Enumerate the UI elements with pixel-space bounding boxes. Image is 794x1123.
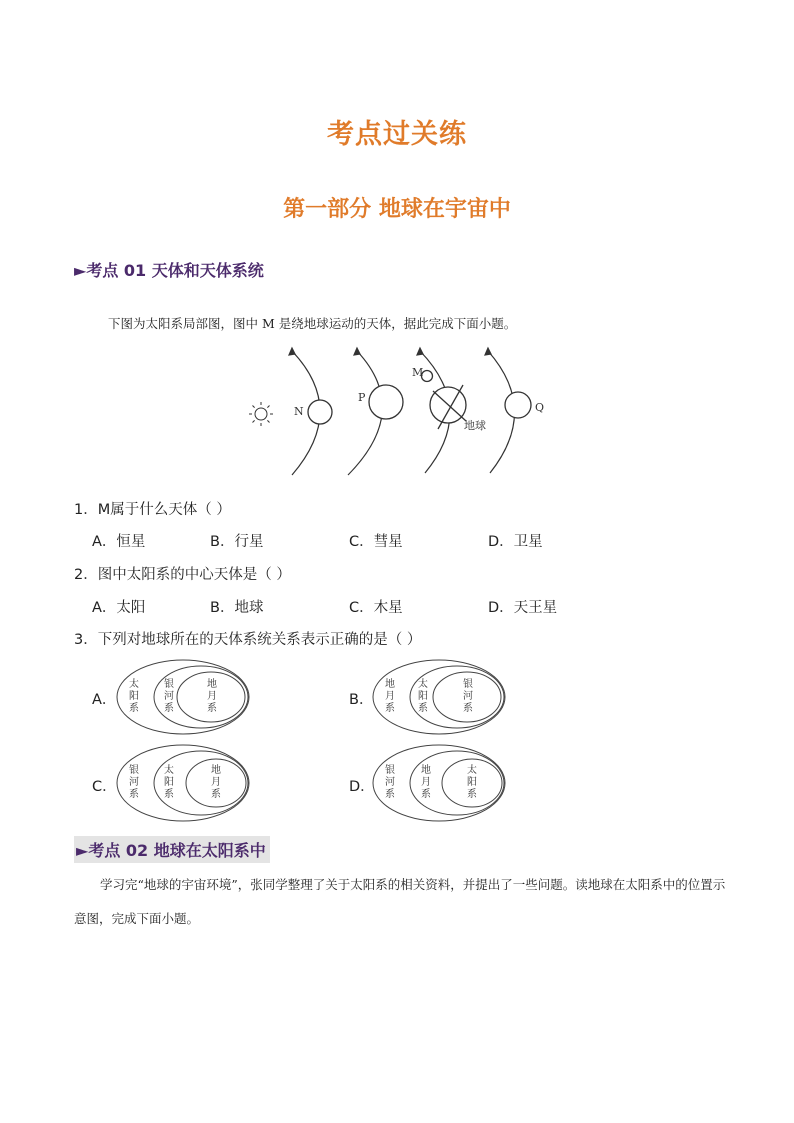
orbit-arrow-4 xyxy=(485,348,491,355)
d-inner-3: 系 xyxy=(467,789,477,800)
q3-option-a-diagram[interactable] xyxy=(114,657,252,737)
d-outer-2: 河 xyxy=(385,777,395,788)
b-inner-3: 系 xyxy=(463,703,473,714)
question-2: 2．图中太阳系的中心天体是（ ） xyxy=(74,567,291,583)
orbit-arrow-1 xyxy=(289,348,295,355)
intro-text-1: 下图为太阳系局部图，图中 M 是绕地球运动的天体，据此完成下面小题。 xyxy=(108,316,517,331)
section-marker-icon: ► xyxy=(76,841,89,860)
section-marker-icon: ► xyxy=(74,261,87,280)
d-inner-1: 太 xyxy=(467,765,477,776)
planet-n xyxy=(308,400,332,424)
d-outer-3: 系 xyxy=(385,789,395,800)
b-middle-1: 太 xyxy=(418,679,428,690)
c-inner-2: 月 xyxy=(211,777,221,788)
a-inner-3: 系 xyxy=(207,703,217,714)
d-inner-2: 阳 xyxy=(467,777,477,788)
b-inner-2: 河 xyxy=(463,691,473,702)
a-inner-1: 地 xyxy=(207,679,217,690)
q3-option-a-letter[interactable]: A． xyxy=(92,692,117,708)
q2-option-c[interactable]: C．木星 xyxy=(349,600,403,616)
q1-option-b[interactable]: B．行星 xyxy=(210,534,264,550)
label-earth: 地球 xyxy=(464,419,486,432)
c-middle-1: 太 xyxy=(164,765,174,776)
label-p: P xyxy=(358,391,366,404)
planet-q xyxy=(505,392,531,418)
b-middle-3: 系 xyxy=(418,703,428,714)
a-inner-2: 月 xyxy=(207,691,217,702)
q3-option-b-letter[interactable]: B． xyxy=(349,692,374,708)
sun-icon xyxy=(249,402,273,426)
section-heading-text: 考点 01 天体和天体系统 xyxy=(86,261,264,280)
a-outer-2: 阳 xyxy=(129,691,139,702)
q1-option-c[interactable]: C．彗星 xyxy=(349,534,403,550)
d-outer-1: 银 xyxy=(385,765,395,776)
q3-option-d-letter[interactable]: D． xyxy=(349,779,375,795)
a-middle-1: 银 xyxy=(164,679,174,690)
c-middle-2: 阳 xyxy=(164,777,174,788)
label-n: N xyxy=(294,405,304,418)
a-middle-2: 河 xyxy=(164,691,174,702)
q2-option-d[interactable]: D．天王星 xyxy=(488,600,558,616)
c-outer-2: 河 xyxy=(129,777,139,788)
planet-p xyxy=(369,385,403,419)
a-outer-3: 系 xyxy=(129,703,139,714)
b-outer-3: 系 xyxy=(385,703,395,714)
page-title: 考点过关练 xyxy=(327,119,467,150)
a-outer-1: 太 xyxy=(129,679,139,690)
c-middle-3: 系 xyxy=(164,789,174,800)
q3-option-b-diagram[interactable] xyxy=(370,657,508,737)
intro-text-2: 学习完“地球的宇宙环境”，张同学整理了关于太阳系的相关资料，并提出了一些问题。读地球在太阳系中的位置示意图，完成下面小题。 xyxy=(74,877,726,926)
q2-option-b[interactable]: B．地球 xyxy=(210,600,264,616)
c-outer-1: 银 xyxy=(129,765,139,776)
question-3: 3．下列对地球所在的天体系统关系表示正确的是（ ） xyxy=(74,632,422,648)
d-middle-1: 地 xyxy=(421,765,431,776)
label-m: M xyxy=(412,366,424,379)
orbit-arrow-2 xyxy=(354,348,360,355)
b-inner-1: 银 xyxy=(463,679,473,690)
section-heading-text: 考点 02 地球在太阳系中 xyxy=(88,841,266,860)
q1-option-a[interactable]: A．恒星 xyxy=(92,534,146,550)
b-middle-2: 阳 xyxy=(418,691,428,702)
b-outer-2: 月 xyxy=(385,691,395,702)
q2-option-a[interactable]: A．太阳 xyxy=(92,600,146,616)
orbit-arrow-3 xyxy=(417,348,423,355)
c-inner-3: 系 xyxy=(211,789,221,800)
page-subtitle: 第一部分 地球在宇宙中 xyxy=(283,197,511,222)
q3-option-c-letter[interactable]: C． xyxy=(92,779,117,795)
q1-option-d[interactable]: D．卫星 xyxy=(488,534,543,550)
c-inner-1: 地 xyxy=(211,765,221,776)
question-1: 1．M属于什么天体（ ） xyxy=(74,502,231,518)
d-middle-3: 系 xyxy=(421,789,431,800)
q3-option-c-diagram[interactable] xyxy=(114,742,252,824)
solar-system-figure xyxy=(240,345,560,480)
section-heading-1 xyxy=(74,258,264,281)
label-q: Q xyxy=(535,401,545,414)
b-outer-1: 地 xyxy=(385,679,395,690)
d-middle-2: 月 xyxy=(421,777,431,788)
a-middle-3: 系 xyxy=(164,703,174,714)
q3-option-d-diagram[interactable] xyxy=(370,742,508,824)
section-heading-2 xyxy=(74,836,270,863)
c-outer-3: 系 xyxy=(129,789,139,800)
